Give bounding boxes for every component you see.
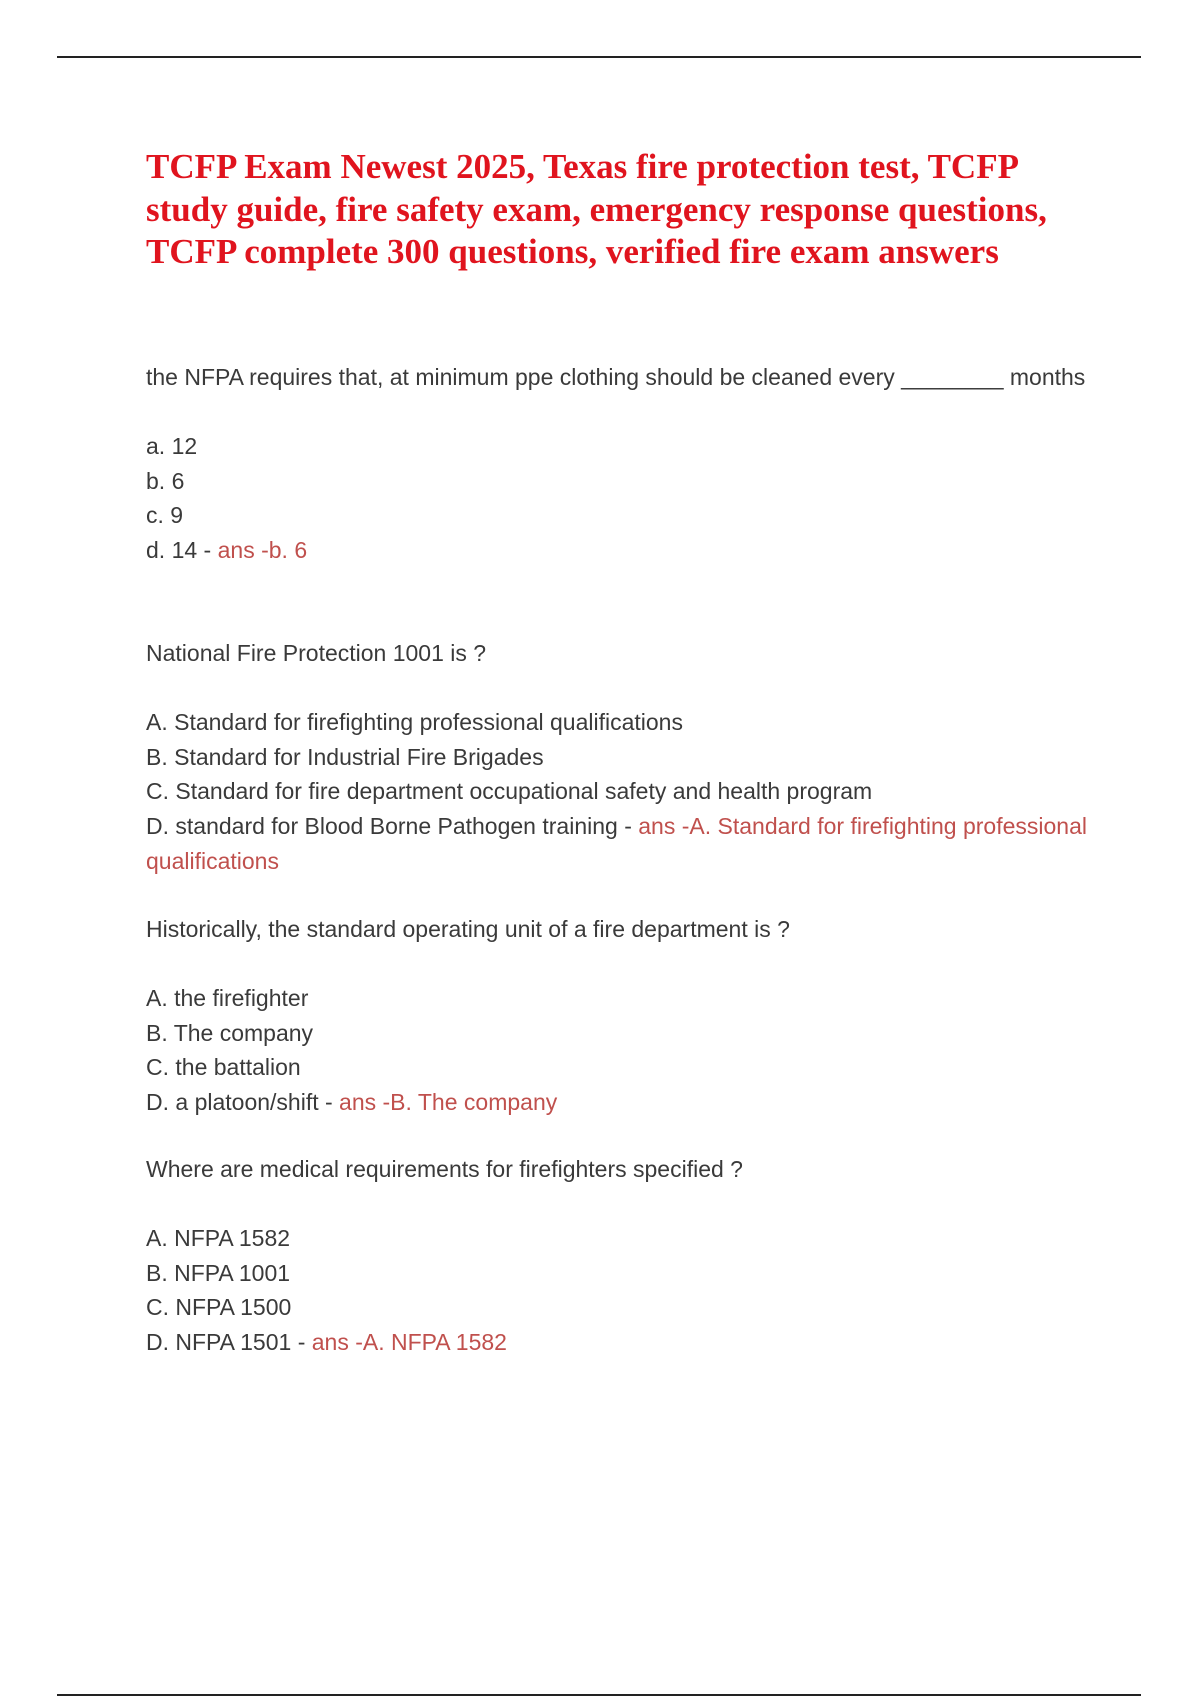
header-rule [57, 56, 1141, 58]
option: B. NFPA 1001 [146, 1259, 291, 1286]
answer: ans -A. NFPA 1582 [311, 1328, 507, 1355]
option: B. Standard for Industrial Fire Brigades [146, 743, 544, 770]
question-2 [146, 636, 1096, 878]
option: d. 14 - [146, 536, 218, 563]
option: b. 6 [146, 467, 185, 494]
question-3 [146, 912, 1096, 1120]
document-title: TCFP Exam Newest 2025, Texas fire protection test, TCFP study guide, fire safety exam, emergency response questions, TCFP complete 300 questions, verified fire exam answers [146, 147, 1047, 271]
option: A. the firefighter [146, 985, 309, 1012]
question-text: National Fire Protection 1001 is ? [146, 640, 487, 666]
option: A. Standard for firefighting professional qualifications [146, 709, 683, 736]
option: D. NFPA 1501 - [146, 1328, 312, 1355]
option: c. 9 [146, 502, 184, 529]
question-text: Where are medical requirements for firefighters specified ? [146, 1156, 743, 1182]
option: C. NFPA 1500 [146, 1294, 292, 1321]
answer: ans -b. 6 [217, 536, 308, 563]
question-1 [146, 360, 1096, 568]
option: A. NFPA 1582 [146, 1225, 291, 1252]
option: a. 12 [146, 433, 198, 460]
question-4 [146, 1152, 1096, 1360]
option: B. The company [146, 1019, 314, 1046]
answer: ans -B. The company [339, 1088, 558, 1115]
answer: ans -A. Standard for firefighting professional qualifications [146, 812, 1087, 874]
option: C. Standard for fire department occupational safety and health program [146, 778, 873, 805]
option: D. standard for Blood Borne Pathogen training - [146, 812, 639, 839]
question-text: the NFPA requires that, at minimum ppe clothing should be cleaned every ________ months [146, 364, 1086, 390]
option: D. a platoon/shift - [146, 1088, 340, 1115]
option: C. the battalion [146, 1054, 301, 1081]
footer-rule [57, 1694, 1141, 1696]
question-text: Historically, the standard operating unit of a fire department is ? [146, 916, 790, 942]
